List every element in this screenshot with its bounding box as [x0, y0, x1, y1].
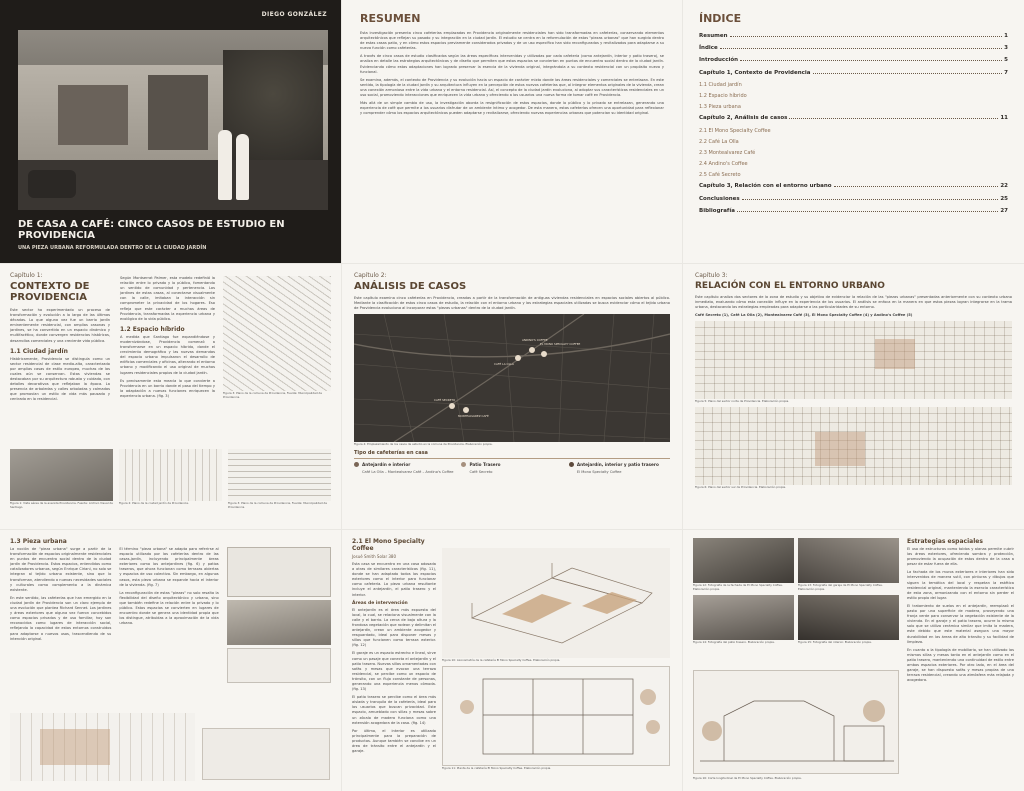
legend-items: Café La Olla – Montealvarez Café – Andino's Coffee	[362, 469, 454, 474]
sec13-paragraph: La noción de "pieza urbana" surge a partir de la transformación de espacios originalmente residenciales en puntos de encuentro social dentro de la ciudad jardín de Providencia. Estos espacios, entendidos como catalizadores urbanos, según Enrique Ciriani, no solo se integran al tejido urbano existente, sino que lo transforman, atendiendo a nuevas necesidades sociales y culturales como complemento a la dinámica existente.	[10, 547, 112, 592]
toc-page-number: 22	[1000, 183, 1008, 190]
sec13-paragraph: El término "pieza urbana" se adapta para referirse al espacio utilizado por las cafeterías dentro de las casas-jardín, incluyendo principalmente áreas exteriores como los antejardines (fig. 6) y patios traseros, que ahora funcionan como terrazas abiertas y espacios de uso colectivo. Sin embargo, en algunos casos, esta pieza urbana se expande hacia el interior de la vivienda. (fig. 7)	[119, 547, 219, 587]
floor-plan-drawing	[442, 666, 670, 766]
toc-leader	[730, 36, 1003, 37]
south-sector-plan	[695, 407, 1012, 485]
cover-photo	[18, 30, 328, 210]
toc-label: Bibliografía	[699, 207, 735, 214]
toc-subentry[interactable]	[699, 104, 1008, 110]
toc-leader	[789, 118, 998, 119]
pieza-urbana-section	[202, 728, 330, 780]
toc-label: 2.3 Montealvarez Café	[699, 149, 756, 156]
resumen-page	[342, 0, 682, 263]
toc-label: Capítulo 1, Contexto de Providencia	[699, 69, 811, 76]
toc-page-number: 3	[1004, 45, 1008, 52]
toc-label: 2.5 Café Secreto	[699, 172, 741, 179]
cafe-type-legend	[354, 462, 670, 474]
axonometric-drawing	[442, 548, 670, 658]
interior-photo	[798, 595, 899, 640]
toc-label: Resumen	[699, 33, 728, 39]
toc-page-number: 11	[1000, 115, 1008, 122]
garden-city-plan-figure	[119, 449, 222, 501]
cover-page	[0, 0, 341, 263]
cap3-title: RELACIÓN CON EL ENTORNO URBANO	[695, 281, 885, 291]
figure-caption: Figura 11: Planta de la cafetería El Mono Specialty Coffee. Elaboración propia.	[442, 765, 552, 770]
resumen-heading: RESUMEN	[360, 12, 421, 25]
toc-label: Capítulo 3, Relación con el entorno urbano	[699, 183, 832, 190]
legend-label: Antejardín, interior y patio trasero	[576, 461, 659, 467]
pieza-urbana-plan	[10, 713, 195, 781]
toc-label: Introducción	[699, 57, 739, 64]
sec21-paragraph: El garaje es un espacio estrecho e lineal, sirve como un pasaje que conecta el antejardín y el patio trasero. Nuevas sillas ornamentadas con sofás y mesas que evocan una terraza residencial, se percibe como un espacio de tránsito, con un flujo constante de personas, generando una experiencia menos cómoda. (fig. 13)	[352, 651, 436, 692]
sec13-heading: 1.3 Pieza urbana	[10, 538, 67, 545]
figure-caption: Figura 3: Plano de la comuna de Providencia, Fuente: Municipalidad de Providencia.	[228, 501, 327, 509]
garage-photo	[798, 538, 899, 583]
toc-leader	[742, 199, 999, 200]
toc-subentry[interactable]	[699, 139, 1008, 145]
figure-caption: Figura 2: Plano de la ciudad jardín de Providencia.	[119, 501, 189, 505]
cap1-s12-text: A medida que Santiago fue expandiéndose y modernizándose, Providencia comenzó a transformarse en un espacio híbrido, donde el crecimiento demográfico y las nuevas demandas del espacio urbano impulsaron el desarrollo de edificios comerciales y oficinas, alterando el entorno urbano y modificando el uso original de muchos lugares residenciales propios de la ciudad jardín.	[120, 334, 215, 375]
toc-label: Capítulo 2, Análisis de casos	[699, 115, 788, 122]
legend-items: Café Secreto	[469, 469, 493, 474]
toc-leader	[743, 107, 1006, 108]
sec13-paragraph: La reconfiguración de estas "piezas" no solo resalta la flexibilidad del diseño arquitectónico y urbano, sino que también redefine la relación entre lo privado y lo público. Estos espacios se convierten en lugares de encuentro donde se genera una identidad propia que los distingue, atribuidas a la aproximación de la vida urbana.	[119, 590, 219, 626]
sec21-address: Josué Smith Solar 380	[352, 554, 396, 559]
cap1-page	[0, 264, 341, 529]
estrategias-paragraph: En cuanto a la tipología de mobiliario, se han utilizado las mismas sillas y mesas tanto en el antejardín como en el patio trasero, manteniendo una continuidad de estilo entre ambos espacios exteriores. Por otro lado, en el área del garaje, se han dispuesto sofás y mesas propias de una terraza residencial, creando una atmósfera más relajada y acogedora.	[907, 647, 1014, 683]
map-label: CAFÉ LA OLLA	[494, 362, 514, 367]
toc-entry[interactable]	[699, 208, 1008, 214]
map-label: MONTEALVAREZ CAFÉ	[458, 414, 489, 419]
figure-caption: Figura 14: Fotografía del patio trasero. Elaboración propia.	[693, 640, 775, 645]
patio-photo	[693, 595, 794, 640]
sec21-paragraph: Esta casa se encuentra en una casa adosada a otras de similares características (fig. 11), donde se han adaptado todos los espacios exteriores como el interior para funcionar como cafetería. La pieza urbana resultante incluye el antejardín, el patio trasero y el interior.	[352, 562, 436, 597]
resumen-paragraph: A través de cinco casos de estudio clasificados según las áreas específicas intervenidas y utilizadas por cada cafetería (como antejardín, interior y patio trasero), se analiza en detalle las estrategias arquitectónicas y de diseño que permiten que estos espacios se conviertan en puntos de encuentro social dentro de la ciudad jardín. Evidenciando cómo estas adaptaciones han logrado preservar la esencia de la vivienda original, integrándola a su contexto residencial con un propósito nuevo y funcional.	[360, 54, 664, 74]
toc-label: 2.4 Andino's Coffee	[699, 161, 748, 168]
toc-entry[interactable]	[699, 33, 1008, 39]
estrategias-paragraph: La fachada de los muros exteriores e interiores han sido intervenidos de manera sutil, con pinturas y dibujos que siguen la temática del local y respetan la estética residencial original, manteniendo la esencia característica de esta zona, armonizando con el entorno sin perder el estilo propio del lugar.	[907, 570, 1014, 600]
cap1-s11-heading: 1.1 Ciudad jardín	[10, 347, 68, 355]
figure-caption: Figura 6: Plano del sector sur de Providencia. Elaboración propia.	[695, 484, 786, 489]
cap3-page	[683, 264, 1024, 529]
toc-subentry[interactable]	[699, 93, 1008, 99]
toc-label: 2.2 Café La Olla	[699, 138, 739, 145]
resumen-paragraph: Se examina, además, el contexto de Providencia y su evolución hacia un espacio de carácter mixto donde las áreas residenciales y comerciales se entrelazan. En este sentido, la tipología de la ciudad jardín y su arquitectura influyen en la percepción de estos nuevos cafeterías que, al integrar elementos originales de la vivienda, crean una conexión armoniosa entre la vida urbana y el entorno residencial. Así, el concepto de la ciudad jardín evoluciona, al adoptar sus características residenciales en un uso social, promoviendo interacciones que enriquecen la vida urbana y ofreciendo a los usuarios una nueva forma de tomar café en Providencia.	[360, 77, 664, 98]
toc-subentry[interactable]	[699, 172, 1008, 178]
section-drawing	[227, 648, 331, 683]
toc-label: 2.1 El Mono Specialty Coffee	[699, 127, 771, 134]
street-photo	[227, 600, 331, 645]
indice-page	[683, 0, 1024, 263]
cap1-s12-text2: Es precisamente esta mezcla lo que convierte a Providencia en un barrio donde el paso del tiempo y la adaptación a nuevas funciones enriquecen la experiencia urbana. (fig. 3)	[120, 378, 215, 398]
toc-subentry[interactable]	[699, 161, 1008, 167]
cover-title: DE CASA A CAFÉ: CINCO CASOS DE ESTUDIO EN PROVIDENCIA	[18, 219, 285, 241]
figure-caption: Figura 15: Fotografía del interior. Elaboración propia.	[798, 640, 872, 645]
toc-leader	[744, 85, 1006, 86]
toc-subentry[interactable]	[699, 150, 1008, 156]
cap1-kicker: Capítulo 1:	[10, 272, 43, 279]
map-label: ANDINO'S COFFEE	[522, 338, 548, 343]
toc-leader	[834, 186, 999, 187]
figure-caption: Figura 10: Axonometría de la cafetería El Mono Specialty Coffee. Elaboración propia.	[442, 658, 561, 662]
cap3-cafes: Café Secreto (1), Café La Olla (2), Montealvarez Café (3), El Mono Specialty Coffee (4) y Andino's Coffee (5)	[695, 313, 913, 318]
figure-caption: Figura 3: Plano de la comuna de Providencia, Fuente: Municipalidad de Providencia.	[223, 391, 322, 399]
toc-entry[interactable]	[699, 70, 1008, 76]
toc-leader	[757, 153, 1006, 154]
cap1-intro: Este sector ha experimentado un proceso de transformación y evolución a lo largo de las últimas décadas. Lo que alguna vez fue un barrio jardín eminentemente residencial, con amplias casonas y jardines, se ha convertido en un espacio dinámico y multifacético, donde convergen residencias históricas, desarrollos comerciales y una creciente vida pública.	[10, 308, 110, 343]
toc-page-number: 7	[1004, 69, 1008, 76]
legend-title: Tipo de cafeterías en casa	[354, 449, 428, 456]
toc-label: 1.2 Espacio híbrido	[699, 92, 747, 99]
sec21-paragraph: Por último, el interior es utilizado principalmente para la preparación de productos. Aunque también se concibe en un área de tránsito entre el antejardín y el garaje.	[352, 728, 436, 754]
sec21-paragraph: El patio trasero se percibe como el área más aislada y tranquila de la cafetería, ideal para los usuarios que buscan privacidad. Este espacio, amueblado con sillas y mesas sobre un zócalo de madera funciona como una extensión acogedora de la casa. (fig. 14)	[352, 695, 436, 725]
toc-page-number: 5	[1004, 57, 1008, 64]
cap3-kicker: Capítulo 3:	[695, 272, 728, 279]
resumen-paragraph: Más allá de un simple cambio de uso, la investigación aborda la resignificación de estos espacios, donde lo público y lo privado se entrelazan, generando una experiencia de café que permite a los usuarios disfrutar de un ambiente íntimo y acogedor. De esta manera, estas cafeterías ofrecen una oportunidad para reflexionar y comprender cómo los espacios arquitectónicos pueden adaptarse y revitalizarse, ofreciendo nuevas experiencias urbanas que potencian su identidad original.	[360, 101, 664, 116]
legend-entry	[461, 462, 562, 474]
toc-entry[interactable]	[699, 196, 1008, 202]
toc-label: 1.1 Ciudad jardín	[699, 81, 742, 88]
toc-leader	[749, 96, 1006, 97]
figure-caption: Figura 16: Corte longitudinal de El Mono Specialty Coffee. Elaboración propia.	[693, 776, 802, 780]
cap2-intro: Este capítulo examina cinco cafeterías en Providencia, creadas a partir de la transformación de antiguas viviendas residenciales en espacios sociales abiertos al público. Mediante la clasificación de estos cinco casos de estudio, la relación con el entorno urbano y las estrategias espaciales utilizadas se busca evidenciar cómo el tejido urbano de Providencia evoluciona al incorporar estas "piezas urbanas" dentro de la ciudad jardín.	[354, 296, 670, 311]
el-mono-page	[342, 530, 682, 791]
map-caption: Figura 4: Emplazamiento de los casos de estudio en la comuna de Providencia. Elaboración propia.	[354, 442, 493, 447]
figure-caption: Figura 13: Fotografía del garaje de El Mono Specialty Coffee. Elaboración propia.	[798, 583, 883, 591]
figure-caption: Figura 1: Vista aérea de la avenida Providencia. Fuente: Archivo Visual de Santiago.	[10, 501, 113, 509]
toc-label: Conclusiones	[699, 195, 740, 202]
figure-caption: Figura 12: Fotografía de la fachada de El Mono Specialty Coffee. Elaboración propia.	[693, 583, 783, 591]
antejardin-diagram	[227, 547, 331, 597]
toc-page-number: 27	[1000, 207, 1008, 214]
toc-leader	[720, 48, 1002, 49]
table-of-contents	[699, 33, 1008, 214]
legend-swatch	[569, 462, 574, 467]
cap1-col2-text: Según Montserrat Palmer, esta modelo redefinió la relación entre lo privado y lo público, fomentando un sentido de comunidad y pertenencia. Los jardines de estas casas, al conectarse visualmente con la calle, imitaban la interacción sin comprometer la privacidad de los hogares. Eso refleja que este carácter a muchas áreas de Providencia, transformadas la experiencia urbana y ecológica de la vida pública.	[120, 276, 215, 321]
toc-page-number: 25	[1000, 195, 1008, 202]
toc-leader	[743, 175, 1006, 176]
toc-page-number: 1	[1004, 33, 1008, 39]
toc-leader	[740, 60, 1002, 61]
north-sector-plan	[695, 321, 1012, 399]
estrategias-paragraph: El tratamiento de suelos en el antejardín, reemplazó el pasto por una superficie de madera, proveyendo una franja verde para conservar la vegetación existente de la vivienda. En el garaje y el patio trasero, ocurre lo mismo solo que se utiliza cerámica similar que imita la madera, este debido que este material asegura una mayor durabilidad en las áreas de alto tránsito y su facilidad de limpieza.	[907, 603, 1014, 644]
cap2-page	[342, 264, 682, 529]
toc-entry[interactable]	[699, 45, 1008, 51]
toc-subentry[interactable]	[699, 128, 1008, 134]
estrategias-page	[683, 530, 1024, 791]
aerial-photo-figure	[10, 449, 113, 501]
legend-entry	[569, 462, 670, 474]
cap3-intro: Este capítulo analiza dos sectores de la zona de estudio y su objetivo de evidenciar la relación de las "piezas urbanas" presentadas anteriormente con su contexto urbano inmediato, evaluando cómo esta conexión influye en la experiencia de los usuarios. El análisis se enfoca en la manera en que estos piezas logran integrarse en la trama urbana, destacando las estrategias empleadas para adaptarse a las particularidades de su entorno.	[695, 295, 1012, 310]
street-grid-figure	[228, 449, 331, 501]
toc-label: Índice	[699, 45, 718, 52]
longitudinal-section-drawing	[693, 670, 899, 774]
toc-label: 1.3 Pieza urbana	[699, 104, 741, 111]
legend-label: Antejardín e interior	[362, 461, 411, 467]
sec13-paragraph: En este sentido, las cafeterías que han emergido en la ciudad jardín de Providencia son un claro ejemplo de una evolución que plantea Richard Sennet. Los jardines y áreas exteriores que alguna vez fueron concebidos como espacios privados y de uso familiar, hoy son reconocidos como lugares de interacción social, reflejando la capacidad de estos entornos construidos para adaptarse a nuevos usos, trascendiendo de su intención original.	[10, 595, 112, 641]
facade-photo	[693, 538, 794, 583]
indice-heading: ÍNDICE	[699, 12, 742, 25]
figure-caption: Figura 5: Plano del sector norte de Providencia. Elaboración propia.	[695, 399, 790, 404]
cap1-title: CONTEXTO DE PROVIDENCIA	[10, 281, 90, 303]
legend-swatch	[354, 462, 359, 467]
toc-entry[interactable]	[699, 183, 1008, 189]
toc-leader	[773, 131, 1006, 132]
estrategias-heading: Estrategias espaciales	[907, 538, 983, 545]
resumen-paragraph: Esta investigación presenta cinco cafeterías emplazadas en Providencia originalmente residenciales han sido transformadas en cafeterías, conservando elementos arquitectónicos que reflejan su pasado y su integración en la ciudad jardín. El estudio se centra en la reformulación de estas "piezas urbanas" que han surgido dentro de estas casas patio, y en cómo estos espacios previamente considerados privados y de un uso específico han sido reconfigurados y revitalizados para adaptarse a su nueva función como cafeterías.	[360, 31, 664, 51]
sec21-paragraph: El antejardín es el área más expuesta del local, la cual, se relaciona visualmente con la calle y el barrio. La cerca de baja altura y la frondosa vegetación que rodean y delimitan el antejardín, crean un ambiente acogedor y resguardado, ideal para disponer mesas y sillas que funcionen como terraza exterior. (fig. 12)	[352, 607, 436, 648]
estrategias-paragraph: El uso de estructuras como toldos y alanas permite cubrir las áreas exteriores, ofreciendo sombra y protección, promoviendo la ocupación de estos dentro de la casa a pesar de estar fuera de ella.	[907, 547, 1014, 567]
legend-label: Patio Trasero	[469, 461, 501, 467]
toc-leader	[741, 142, 1006, 143]
pieza-urbana-page	[0, 530, 341, 791]
toc-leader	[813, 73, 1003, 74]
toc-leader	[737, 211, 998, 212]
cover-author: DIEGO GONZÁLEZ	[261, 11, 327, 18]
cases-location-map	[354, 314, 670, 442]
sec21-heading: 2.1 El Mono Specialty Coffee	[352, 538, 425, 552]
legend-items: El Mono Specialty Coffee	[576, 469, 622, 474]
providencia-map-figure	[223, 276, 331, 391]
toc-entry[interactable]	[699, 57, 1008, 63]
cover-subtitle: UNA PIEZA URBANA REFORMULADA DENTRO DE LA CIUDAD JARDÍN	[18, 245, 207, 251]
cap2-title: ANÁLISIS DE CASOS	[354, 281, 467, 292]
cap2-kicker: Capítulo 2:	[354, 272, 387, 279]
toc-leader	[750, 164, 1006, 165]
map-label: EL MONO SPECIALTY COFFEE	[540, 342, 581, 347]
cap1-s11-text: Históricamente, Providencia se distinguía como un sector residencial de clase media-alta, caracterizado por amplias casas de estilo europeo, muchas de las cuales aún se conservan. Estas viviendas se destacaban por su arquitectura robusta y cuidada, con detalles decorativos que reflejaban la época. La presencia de arboledas y calles arboladas y calmadas que promovían un estilo de vida más pausado y centrado en lo residencial.	[10, 356, 110, 402]
toc-subentry[interactable]	[699, 82, 1008, 88]
toc-entry[interactable]	[699, 115, 1008, 121]
areas-heading: Áreas de intervención	[352, 600, 408, 606]
map-label: CAFÉ SECRETO	[434, 398, 456, 403]
legend-entry	[354, 462, 455, 474]
cap1-s12-heading: 1.2 Espacio híbrido	[120, 325, 185, 333]
legend-swatch	[461, 462, 466, 467]
